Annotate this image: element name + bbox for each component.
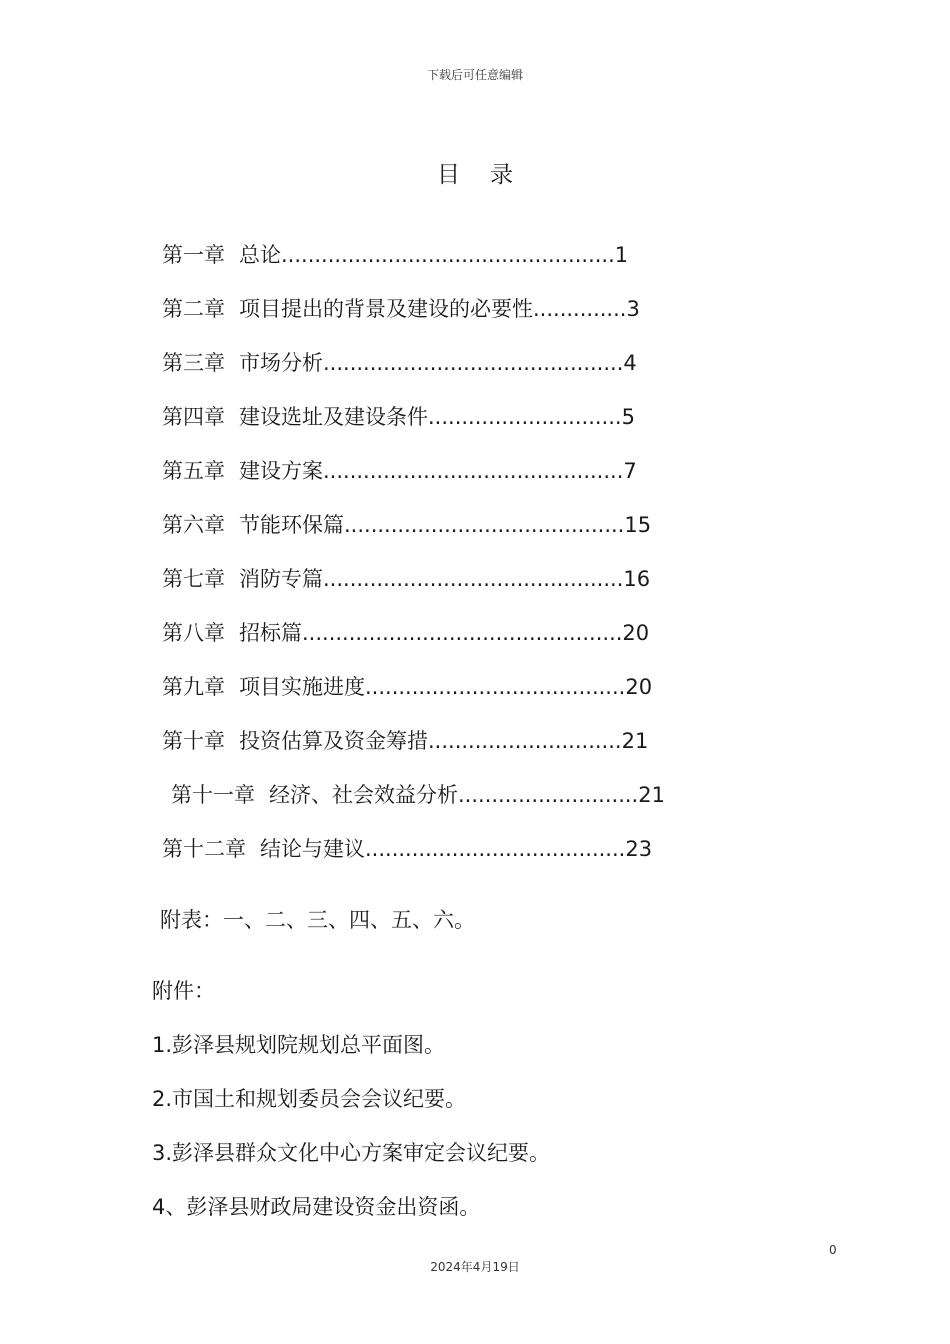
toc-page: 4	[623, 351, 637, 375]
toc-chapter: 第九章	[162, 675, 225, 699]
toc-chapter: 第十二章	[162, 837, 246, 861]
toc-entry-4[interactable]	[162, 402, 635, 432]
toc-entry-6[interactable]	[162, 510, 651, 540]
toc-dots: .............................................	[323, 351, 624, 375]
toc-entry-12[interactable]	[162, 834, 652, 864]
toc-title-part-1: 目	[437, 162, 460, 188]
toc-name: 建设选址及建设条件	[239, 405, 428, 429]
attachment-item-4: 4、彭泽县财政局建设资金出资函。	[152, 1195, 481, 1219]
toc-page: 21	[638, 783, 665, 807]
toc-entry-8[interactable]	[162, 618, 649, 648]
attachment-item-1: 1.彭泽县规划院规划总平面图。	[152, 1033, 446, 1057]
toc-name: 项目提出的背景及建设的必要性	[239, 297, 533, 321]
toc-chapter: 第二章	[162, 297, 225, 321]
toc-dots: .............................	[428, 729, 622, 753]
toc-entry-5[interactable]	[162, 456, 637, 486]
toc-name: 投资估算及资金筹措	[239, 729, 428, 753]
toc-entry-9[interactable]	[162, 672, 652, 702]
toc-name: 总论	[239, 243, 281, 267]
toc-dots: .............................................	[323, 459, 624, 483]
toc-name: 结论与建议	[260, 837, 365, 861]
toc-page: 7	[623, 459, 637, 483]
toc-name: 项目实施进度	[239, 675, 365, 699]
header-note: 下载后可任意编辑	[426, 68, 523, 82]
toc-dots: ..................................................	[281, 243, 615, 267]
toc-name: 节能环保篇	[239, 513, 344, 537]
toc-page: 16	[623, 567, 651, 591]
toc-dots: ................................................	[302, 621, 623, 645]
toc-chapter: 第十章	[162, 729, 225, 753]
toc-name: 招标篇	[239, 621, 302, 645]
toc-chapter: 第三章	[162, 351, 225, 375]
toc-dots: ...........................	[458, 783, 639, 807]
toc-page: 3	[626, 297, 640, 321]
toc-page: 23	[625, 837, 653, 861]
toc-page: 15	[624, 513, 652, 537]
toc-dots: .............................................	[323, 567, 624, 591]
toc-page: 21	[621, 729, 649, 753]
toc-entry-2[interactable]	[162, 294, 640, 324]
toc-name: 消防专篇	[239, 567, 323, 591]
toc-dots: .......................................	[365, 675, 626, 699]
toc-name: 市场分析	[239, 351, 323, 375]
toc-entry-10[interactable]	[162, 726, 648, 756]
toc-entry-1[interactable]	[162, 240, 628, 270]
appendix-tables: 附表：一、二、三、四、五、六。	[160, 908, 475, 932]
toc-name: 建设方案	[239, 459, 323, 483]
toc-page: 20	[625, 675, 653, 699]
toc-chapter: 第八章	[162, 621, 225, 645]
toc-dots: .......................................	[365, 837, 626, 861]
toc-dots: ..........................................	[344, 513, 625, 537]
toc-title	[0, 156, 950, 189]
attachment-item-2: 2.市国土和规划委员会会议纪要。	[152, 1087, 467, 1111]
toc-title-part-2: 录	[490, 162, 513, 188]
toc-chapter: 第六章	[162, 513, 225, 537]
toc-dots: .............................	[428, 405, 622, 429]
footer-date: 2024年4月19日	[430, 1260, 520, 1274]
toc-page: 5	[621, 405, 635, 429]
toc-chapter: 第七章	[162, 567, 225, 591]
toc-chapter: 第四章	[162, 405, 225, 429]
toc-page: 20	[622, 621, 650, 645]
attachment-item-3: 3.彭泽县群众文化中心方案审定会议纪要。	[152, 1141, 551, 1165]
toc-entry-7[interactable]	[162, 564, 650, 594]
toc-chapter: 第五章	[162, 459, 225, 483]
toc-chapter: 第一章	[162, 243, 225, 267]
page-number: 0	[829, 1243, 837, 1257]
toc-dots: ..............	[533, 297, 627, 321]
toc-name: 经济、社会效益分析	[269, 783, 458, 807]
toc-chapter: 第十一章	[171, 783, 255, 807]
toc-entry-3[interactable]	[162, 348, 637, 378]
toc-entry-11[interactable]	[171, 780, 665, 810]
toc-page: 1	[614, 243, 629, 267]
attachments-label: 附件：	[152, 979, 215, 1003]
